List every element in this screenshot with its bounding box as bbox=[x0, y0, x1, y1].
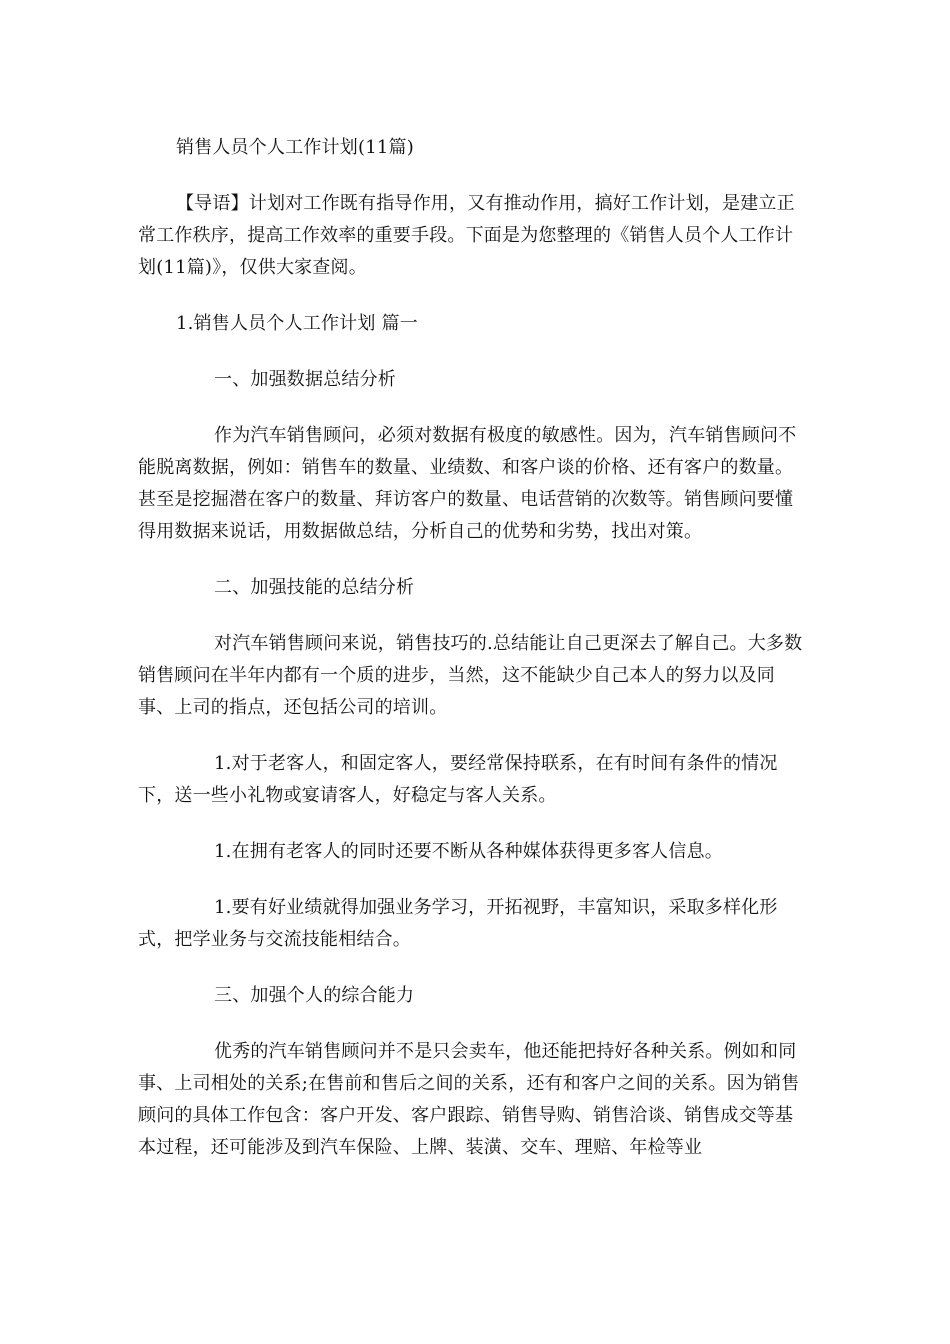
spacer bbox=[138, 956, 810, 980]
spacer bbox=[138, 340, 810, 364]
list-item-3: 1.要有好业绩就得加强业务学习，开拓视野，丰富知识，采取多样化形式，把学业务与交流技能相结合。 bbox=[138, 897, 778, 950]
spacer bbox=[138, 724, 810, 748]
part3-heading: 三、加强个人的综合能力 bbox=[214, 985, 415, 1006]
part2-heading: 二、加强技能的总结分析 bbox=[214, 577, 415, 598]
list-item-2: 1.在拥有老客人的同时还要不断从各种媒体获得更多客人信息。 bbox=[214, 841, 723, 862]
document-content bbox=[138, 132, 810, 1164]
spacer bbox=[138, 164, 810, 188]
part1-heading: 一、加强数据总结分析 bbox=[214, 369, 396, 390]
spacer bbox=[138, 604, 810, 628]
part1-body: 作为汽车销售顾问，必须对数据有极度的敏感性。因为，汽车销售顾问不能脱离数据，例如：销售车的数量、业绩数、和客户谈的价格、还有客户的数量。甚至是挖掘潜在客户的数量、拜访客户的数量、电话营销的次数等。销售顾问要懂得用数据来说话，用数据做总结，分析自己的优势和劣势，找出对策。 bbox=[138, 425, 797, 542]
spacer bbox=[138, 284, 810, 308]
part2-body: 对汽车销售顾问来说，销售技巧的.总结能让自己更深去了解自己。大多数销售顾问在半年内都有一个质的进步，当然，这不能缺少自己本人的努力以及同事、上司的指点，还包括公司的培训。 bbox=[138, 633, 803, 718]
part3-body: 优秀的汽车销售顾问并不是只会卖车，他还能把持好各种关系。例如和同事、上司相处的关系;在售前和售后之间的关系，还有和客户之间的关系。因为销售顾问的具体工作包含：客户开发、客户跟踪、销售导购、销售洽谈、销售成交等基本过程，还可能涉及到汽车保险、上牌、装潢、交车、理赔、年检等业 bbox=[138, 1041, 800, 1158]
section-heading: 1.销售人员个人工作计划 篇一 bbox=[176, 313, 418, 334]
spacer bbox=[138, 548, 810, 572]
spacer bbox=[138, 868, 810, 892]
spacer bbox=[138, 812, 810, 836]
document-title: 销售人员个人工作计划(11篇) bbox=[176, 137, 414, 158]
list-item-1: 1.对于老客人，和固定客人，要经常保持联系，在有时间有条件的情况下，送一些小礼物或宴请客人，好稳定与客人关系。 bbox=[138, 753, 778, 806]
spacer bbox=[138, 396, 810, 420]
spacer bbox=[138, 1012, 810, 1036]
intro-paragraph: 【导语】计划对工作既有指导作用，又有推动作用，搞好工作计划，是建立正常工作秩序，提高工作效率的重要手段。下面是为您整理的《销售人员个人工作计划(11篇)》，仅供大家查阅。 bbox=[138, 193, 795, 278]
